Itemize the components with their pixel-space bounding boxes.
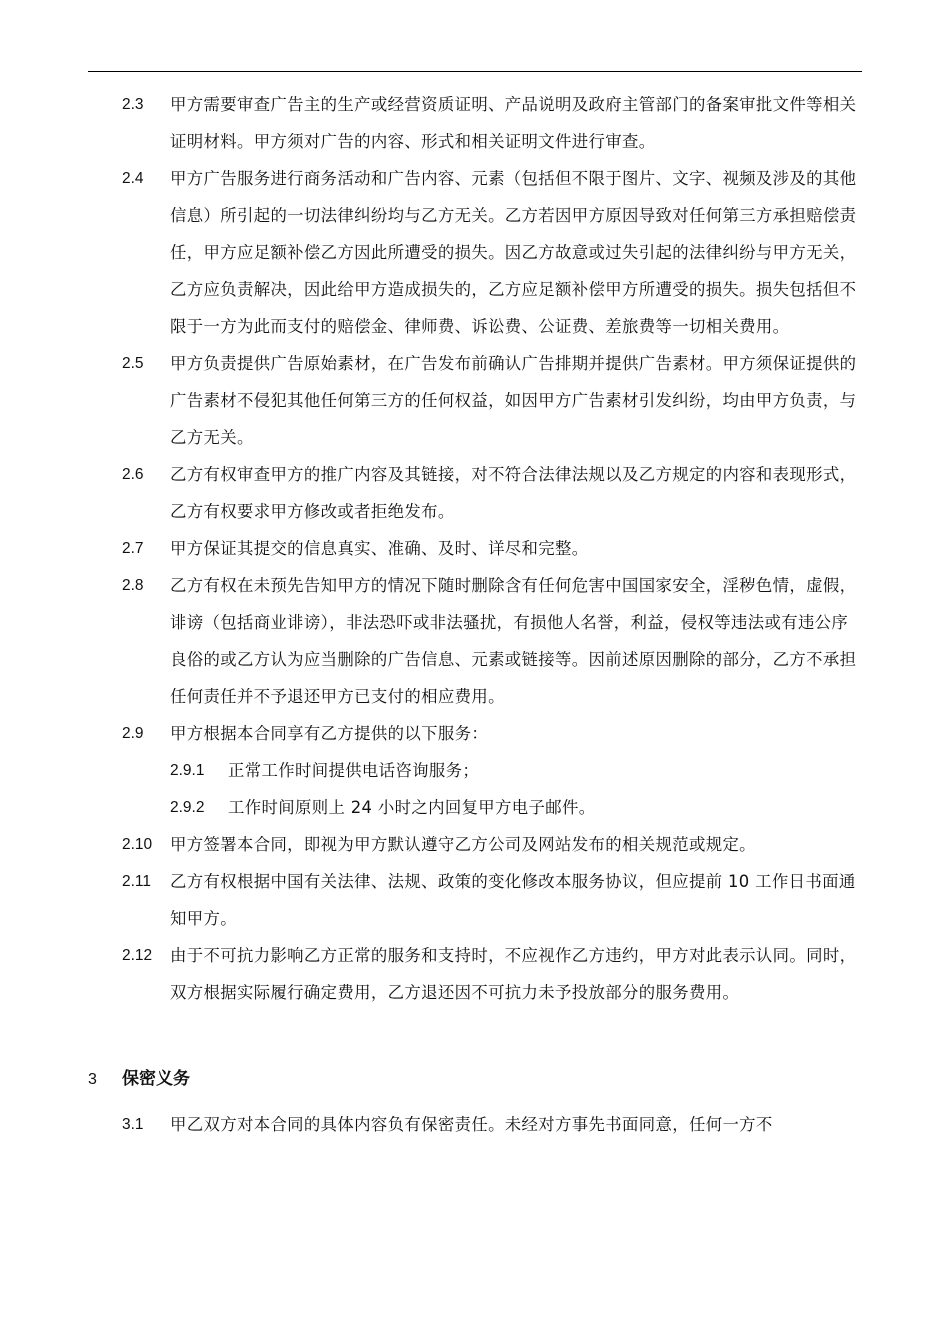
document-body [88,86,862,1143]
clause-2-8 [88,567,862,715]
clause-2-9 [88,715,862,752]
subclause-number: 2.9.2 [170,799,205,816]
section-number: 3 [88,1071,97,1088]
clause-number: 2.5 [122,355,144,372]
clause-text: 甲乙双方对本合同的具体内容负有保密责任。未经对方事先书面同意，任何一方不 [170,1115,773,1134]
clause-text: 甲方签署本合同，即视为甲方默认遵守乙方公司及网站发布的相关规范或规定。 [170,835,756,854]
section-title: 保密义务 [122,1069,190,1089]
clause-text: 甲方负责提供广告原始素材，在广告发布前确认广告排期并提供广告素材。甲方须保证提供的广告素材不侵犯其他任何第三方的任何权益，如因甲方广告素材引发纠纷，均由甲方负责，与乙方无关。 [170,354,857,447]
clause-2-4 [88,160,862,345]
clause-text: 甲方根据本合同享有乙方提供的以下服务： [170,724,489,743]
clause-2-12 [88,937,862,1011]
clause-text: 由于不可抗力影响乙方正常的服务和支持时，不应视作乙方违约，甲方对此表示认同。同时，双方根据实际履行确定费用，乙方退还因不可抗力未予投放部分的服务费用。 [170,946,857,1002]
header-rule [88,71,862,72]
clause-number: 2.12 [122,947,153,964]
subclause-2-9-2 [88,789,862,826]
clause-2-6 [88,456,862,530]
subclause-2-9-1 [88,752,862,789]
subclause-number: 2.9.1 [170,762,205,779]
clause-2-3 [88,86,862,160]
clause-text: 甲方需要审查广告主的生产或经营资质证明、产品说明及政府主管部门的备案审批文件等相关证明材料。甲方须对广告的内容、形式和相关证明文件进行审查。 [170,95,857,151]
clause-2-5 [88,345,862,456]
clause-number: 2.10 [122,836,153,853]
clause-text: 乙方有权审查甲方的推广内容及其链接，对不符合法律法规以及乙方规定的内容和表现形式，乙方有权要求甲方修改或者拒绝发布。 [170,465,857,521]
clause-text: 乙方有权根据中国有关法律、法规、政策的变化修改本服务协议，但应提前 10 工作日书面通知甲方。 [170,872,856,928]
subclause-text: 工作时间原则上 24 小时之内回复甲方电子邮件。 [228,798,596,817]
clause-2-11 [88,863,862,937]
clause-number: 2.3 [122,96,144,113]
subclause-text: 正常工作时间提供电话咨询服务； [228,761,480,780]
clause-number: 3.1 [122,1116,144,1133]
clause-2-7 [88,530,862,567]
clause-text: 甲方保证其提交的信息真实、准确、及时、详尽和完整。 [170,539,589,558]
clause-text: 甲方广告服务进行商务活动和广告内容、元素（包括但不限于图片、文字、视频及涉及的其他信息）所引起的一切法律纠纷均与乙方无关。乙方若因甲方原因导致对任何第三方承担赔偿责任，甲方应足额补偿乙方因此所遭受的损失。因乙方故意或过失引起的法律纠纷与甲方无关，乙方应负责解决，因此给甲方造成损失的，乙方应足额补偿甲方所遭受的损失。损失包括但不限于一方为此而支付的赔偿金、律师费、诉讼费、公证费、差旅费等一切相关费用。 [170,169,857,336]
clause-number: 2.4 [122,170,144,187]
clause-text: 乙方有权在未预先告知甲方的情况下随时删除含有任何危害中国国家安全，淫秽色情，虚假，诽谤（包括商业诽谤），非法恐吓或非法骚扰，有损他人名誉，利益，侵权等违法或有违公序良俗的或乙方认为应当删除的广告信息、元素或链接等。因前述原因删除的部分，乙方不承担任何责任并不予退还甲方已支付的相应费用。 [170,576,857,706]
clause-number: 2.8 [122,577,144,594]
clause-2-10 [88,826,862,863]
clause-3-1 [88,1106,862,1143]
clause-number: 2.9 [122,725,144,742]
clause-number: 2.7 [122,540,144,557]
section-heading-confidentiality [88,1061,862,1098]
clause-number: 2.6 [122,466,144,483]
clause-number: 2.11 [122,873,152,890]
